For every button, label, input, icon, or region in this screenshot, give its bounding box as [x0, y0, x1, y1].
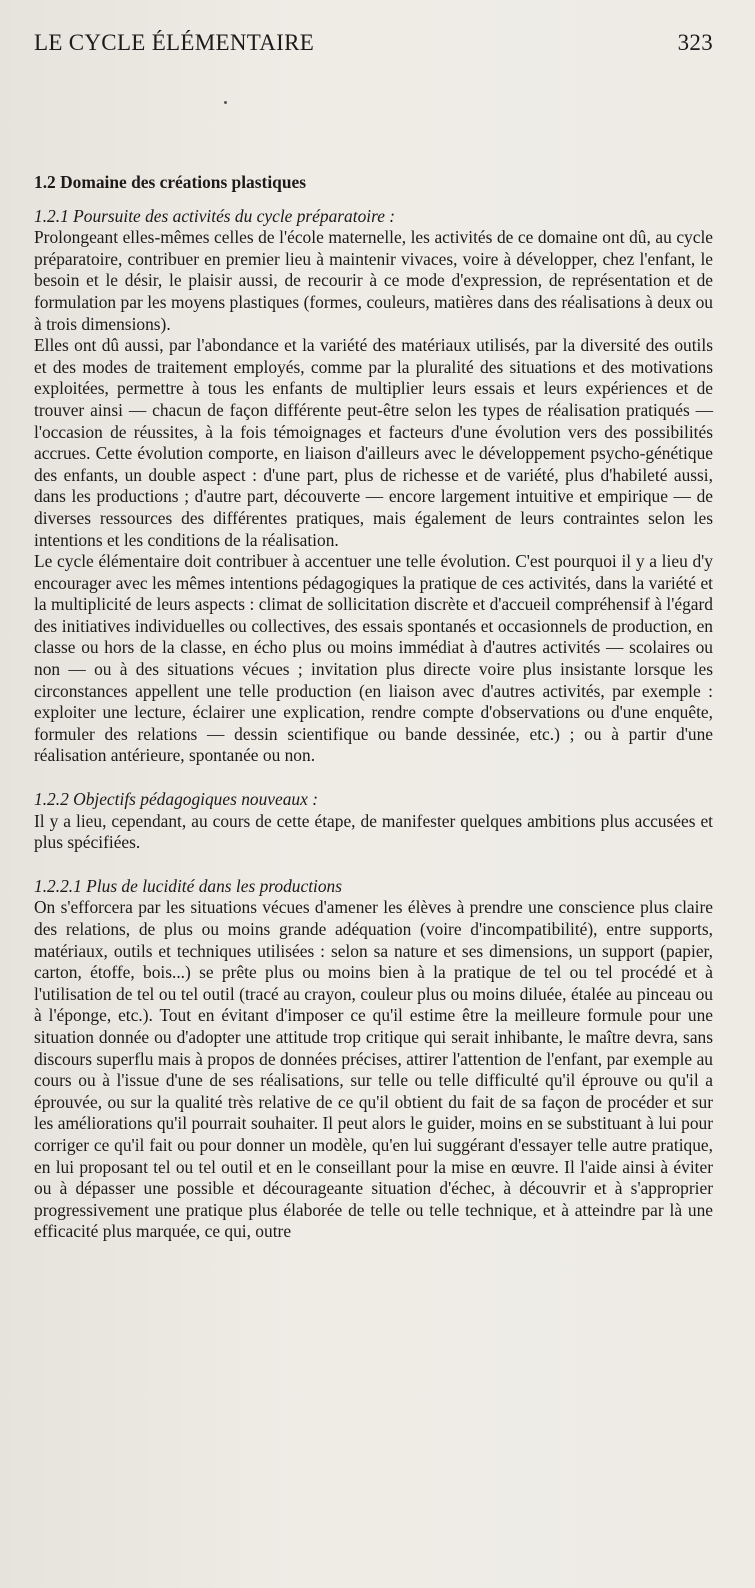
subsection-heading-1-2-2-1: 1.2.2.1 Plus de lucidité dans les productions: [34, 875, 343, 896]
subsection-heading-1-2-2: 1.2.2 Objectifs pédagogiques nouveaux :: [34, 789, 318, 810]
paragraph: Il y a lieu, cependant, au cours de cette étape, de manifester quelques ambitions plus accusées et plus spécifiées.: [34, 810, 713, 853]
spacer: [34, 767, 713, 789]
paragraph: Le cycle élémentaire doit contribuer à accentuer une telle évolution. C'est pourquoi il y a lieu d'y encourager avec les mêmes intentions pédagogiques la pratique de ces activités, dans la variété et la multiplicité de leurs aspects : climat de sollicitation discrète et d'accueil compréhensif à l'égard des initiatives individuelles ou collectives, des essais spontanés et occasionnels de production, en classe ou hors de la classe, en écho plus ou moins immédiat à d'autres activités — scolaires ou non — ou à des situations vécues ; invitation plus directe voire plus insistante lorsque les circonstances appellent une telle production (en liaison avec d'autres activités, par exemple : exploiter une lecture, éclairer une explication, rendre compte d'observations ou d'une enquête, formuler des relations — dessin scientifique ou bande dessinée, etc.) ; ou à partir d'une réalisation antérieure, spontanée ou non.: [34, 551, 713, 766]
chapter-title: LE CYCLE ÉLÉMENTAIRE: [34, 30, 315, 55]
page-number: 323: [677, 30, 713, 55]
paragraph: Prolongeant elles-mêmes celles de l'école maternelle, les activités de ce domaine ont dû, au cycle préparatoire, contribuer en premier lieu à maintenir vivaces, voire à développer, chez l'enfant, le besoin et le désir, le plaisir aussi, de recourir à ce mode d'expression, de représentation et de formulation par les moyens plastiques (formes, couleurs, matières dans des réalisations à deux ou à trois dimensions).: [34, 227, 713, 334]
paragraph: Elles ont dû aussi, par l'abondance et la variété des matériaux utilisés, par la diversité des outils et des modes de traitement employés, comme par la pluralité des situations et des motivations exploitées, permettre à tous les enfants de multiplier leurs essais et leurs expériences et de trouver ainsi — chacun de façon différente peut-être selon les types de réalisation pratiqués — l'occasion de réussites, à la fois témoignages et facteurs d'une évolution vers des possibilités accrues. Cette évolution comporte, en liaison d'ailleurs avec le développement psycho-génétique des enfants, un double aspect : d'une part, plus de richesse et de variété, plus d'habileté aussi, dans les productions ; d'autre part, découverte — encore largement intuitive et empirique — de diverses ressources des différentes pratiques, mais également de leurs contraintes selon les intentions et les conditions de la réalisation.: [34, 335, 713, 550]
paragraph: On s'efforcera par les situations vécues d'amener les élèves à prendre une conscience plus claire des relations, de plus ou moins grande adéquation (voire d'incompatibilité), entre supports, matériaux, outils et techniques utilisées : selon sa nature et ses dimensions, un support (papier, carton, étoffe, bois...) se prête plus ou moins bien à la pratique de tel ou tel procédé et à l'utilisation de tel ou tel outil (tracé au crayon, couleur plus ou moins diluée, étalée au pinceau ou à l'éponge, etc.). Tout en évitant d'imposer ce qu'il estime être la meilleure formule pour une situation donnée ou d'adopter une attitude trop critique qui serait inhibante, le maître devra, sans discours superflu mais à propos de données précises, attirer l'attention de l'enfant, par exemple au cours ou à l'issue d'une de ses réalisations, sur telle ou telle difficulté qu'il éprouve ou qu'il a éprouvée, ou sur la qualité très relative de ce qu'il obtient du fait de sa façon de procéder et sur les améliorations qu'il pourrait souhaiter. Il peut alors le guider, moins en se substituant à lui pour corriger ce qu'il fait ou pour donner un modèle, qu'en lui suggérant d'essayer telle autre pratique, en lui proposant tel ou tel outil et en le conseillant pour la mise en œuvre. Il l'aide ainsi à éviter ou à dépasser une possible et décourageante situation d'échec, à découvrir et à s'approprier progressivement une pratique plus élaborée de telle ou telle technique, et à atteindre par là une efficacité plus marquée, ce qui, outre: [34, 897, 713, 1242]
section-title: 1.2 Domaine des créations plastiques: [34, 172, 306, 192]
subsection-heading-1-2-1: 1.2.1 Poursuite des activités du cycle préparatoire :: [34, 205, 396, 226]
print-speck: [224, 101, 227, 104]
body-text: [34, 172, 713, 1243]
spacer: [34, 854, 713, 876]
running-head: [34, 30, 713, 56]
